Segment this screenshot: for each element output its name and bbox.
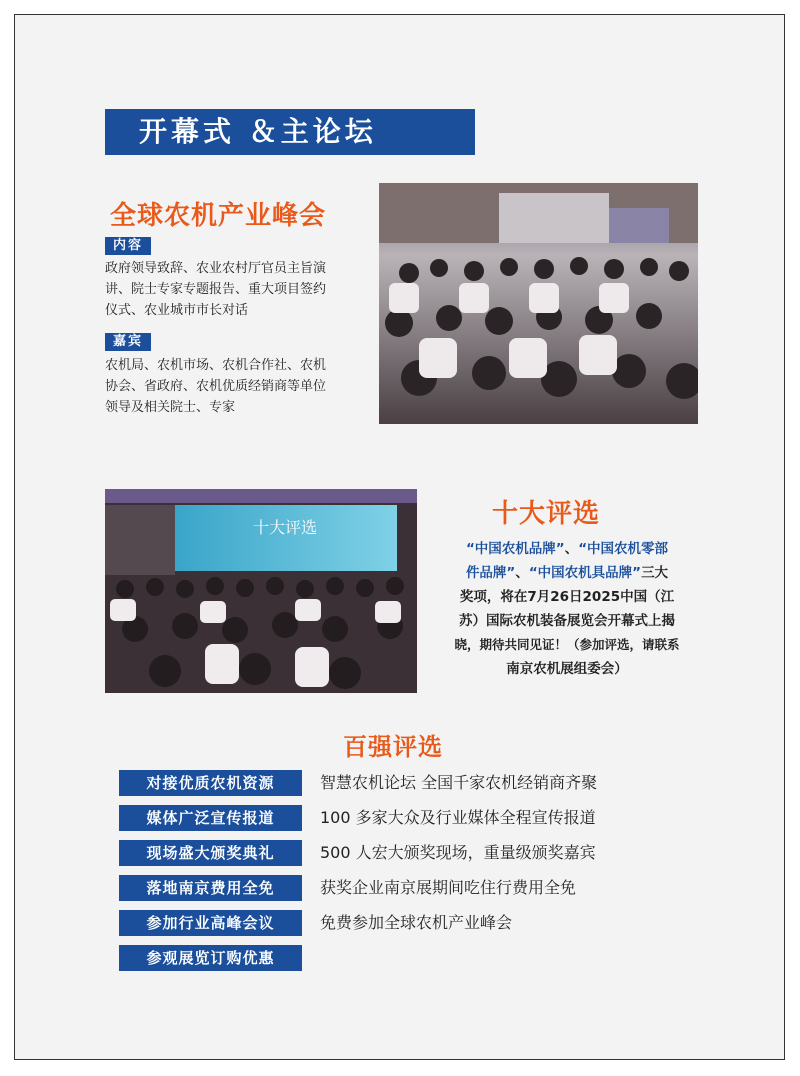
stage-screen-text: 十大评选 [252,518,318,537]
top-hundred-title: 百强评选 [343,733,443,761]
top-ten-stage-photo [105,489,417,693]
guests-text: 农机局、农机市场、农机合作社、农机 协会、省政府、农机优质经销商等单位 领导及相关院士、专家 [105,358,327,415]
summit-audience-photo [379,183,698,424]
content-text: 政府领导致辞、农业农村厅官员主旨演 讲、院士专家专题报告、重大项目签约 仪式、农业城市市长对话 [105,261,327,318]
summit-title: 全球农机产业峰会 [110,201,327,231]
guests-tag: 嘉宾 [105,333,151,351]
poster-page: 开幕式 ＆主论坛 全球农机产业峰会 内容 政府领导致辞、农业农村厅官员主旨演 讲、院士专家专题报告、重大项目签约 仪式、农业城市市长对话 嘉宾 农机局、农机市场、农机合作社、农机 协会、省政府、农机优质经销商等单位 领导及相关院士、专家 十大评选 十大评选 “中国农机品牌”、“中国农机零部 件品牌”、“中国农机具品牌”三大 奖项，将在7月26日2025中国（江 苏）国际农机装备展览会开幕式上揭 晓，期待共同见证！（参加评选，请联系 南京农机展组委会） 百强评选 对接优质农机资源 智慧农机论坛 全国千家农机经销商齐聚 媒体广泛宣传报道 100 多家大众及行业媒体全程宣传报道 现场盛大颁奖典礼 500 人宏大颁奖现场，重量级颁奖嘉宾 落地南京费用全免 获奖企业南京展期间吃住行费用全免 参加行业高峰会议 免费参加全球农机产业峰会 参观展览订购优惠 [14,14,785,1060]
content-tag: 内容 [105,237,151,255]
top-ten-title: 十大评选 [492,499,601,529]
top-ten-description: “中国农机品牌”、“中国农机零部 件品牌”、“中国农机具品牌”三大 奖项，将在7月26日2025中国（江 苏）国际农机装备展览会开幕式上揭 晓，期待共同见证！（参加评选，请联系 南京农机展组委会） [454,541,680,677]
section-banner: 开幕式 ＆主论坛 [105,109,475,155]
